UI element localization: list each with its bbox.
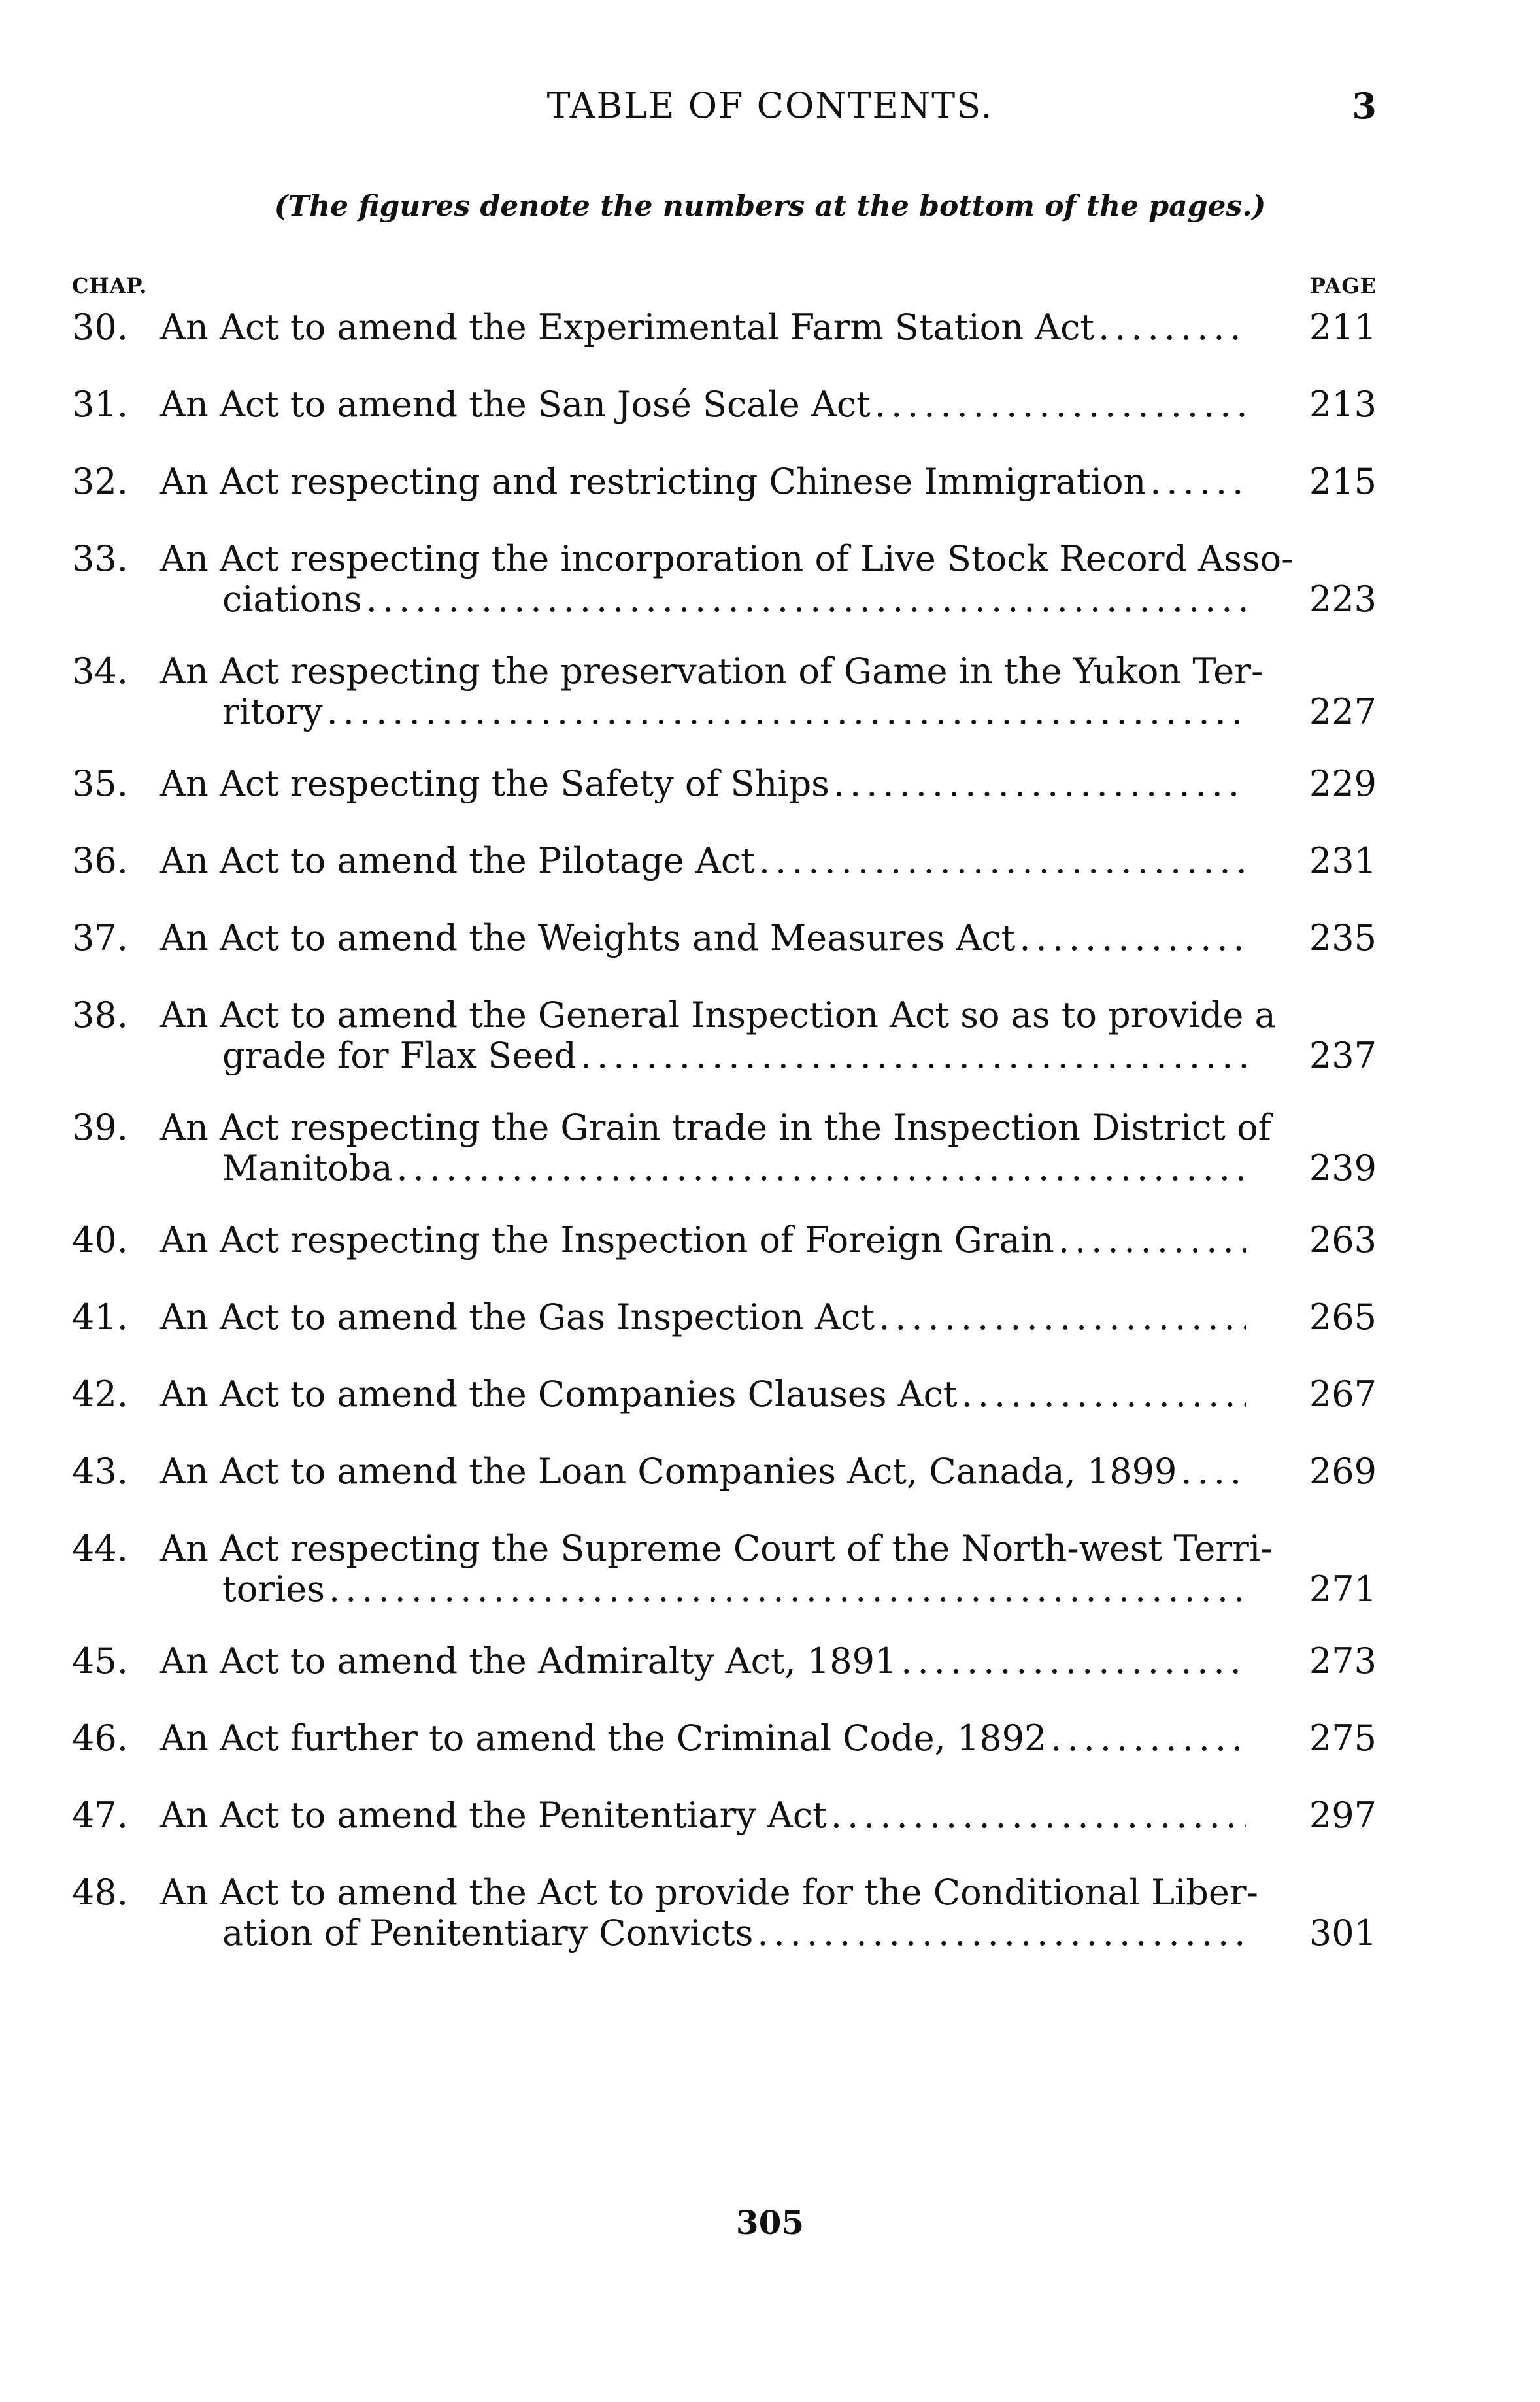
chapter-number: 46. xyxy=(72,1717,128,1759)
entry-page-number: 223 xyxy=(1309,579,1377,620)
page-column-header: PAGE xyxy=(1309,273,1377,298)
chapter-number: 40. xyxy=(72,1219,128,1260)
toc-entry xyxy=(72,1641,1377,1682)
toc-entry xyxy=(72,1718,1377,1759)
toc-entry xyxy=(72,539,1377,620)
entry-title: An Act respecting the Inspection of Foreign Grain xyxy=(160,1219,1054,1260)
entry-page-number: 239 xyxy=(1309,1147,1377,1189)
toc-entry xyxy=(72,1451,1377,1492)
entry-page-number: 265 xyxy=(1309,1296,1377,1338)
entry-page-number: 301 xyxy=(1309,1912,1377,1954)
chapter-number: 41. xyxy=(72,1296,128,1338)
chapter-number: 42. xyxy=(72,1374,128,1415)
toc-entry xyxy=(72,1374,1377,1415)
entry-page-number: 229 xyxy=(1309,763,1377,804)
entry-title: An Act to amend the Experimental Farm Station Act xyxy=(160,307,1095,348)
entry-page-number: 235 xyxy=(1309,917,1377,958)
page-subtitle: (The figures denote the numbers at the bottom of the pages.) xyxy=(274,190,1266,223)
footer-page-number: 305 xyxy=(735,2203,805,2242)
toc-entry xyxy=(72,384,1377,425)
entry-title-last-line: tories xyxy=(222,1568,325,1610)
entry-title: An Act respecting the Safety of Ships xyxy=(160,763,829,804)
dot-leader xyxy=(323,692,1246,732)
dot-leader xyxy=(755,841,1246,881)
entry-title-first-line: An Act respecting the Grain trade in the Inspection District of xyxy=(160,1107,1271,1148)
entry-page-number: 267 xyxy=(1309,1374,1377,1415)
toc-entry xyxy=(72,918,1377,958)
entry-page-number: 231 xyxy=(1309,840,1377,881)
entry-title: An Act to amend the Weights and Measures Act xyxy=(160,917,1016,958)
dot-leader xyxy=(1177,1451,1246,1492)
chapter-number: 30. xyxy=(72,307,128,348)
dot-leader xyxy=(1146,462,1246,502)
dot-leader xyxy=(362,579,1246,620)
entry-title: An Act to amend the Penitentiary Act xyxy=(160,1795,827,1836)
dot-leader xyxy=(325,1569,1246,1610)
toc-entry xyxy=(72,764,1377,804)
dot-leader xyxy=(1046,1718,1246,1759)
toc-entry xyxy=(72,995,1377,1076)
entry-title-first-line: An Act respecting the preservation of Game in the Yukon Ter- xyxy=(160,651,1264,692)
entry-title: An Act to amend the Companies Clauses Act xyxy=(160,1374,958,1415)
dot-leader xyxy=(829,764,1246,804)
table-of-contents xyxy=(72,307,1377,1985)
entry-page-number: 215 xyxy=(1309,461,1377,502)
entry-title: An Act to amend the Loan Companies Act, Canada, 1899 xyxy=(160,1451,1177,1492)
dot-leader xyxy=(958,1374,1246,1415)
entry-title: An Act to amend the Admiralty Act, 1891 xyxy=(160,1640,897,1682)
dot-leader xyxy=(827,1795,1246,1836)
dot-leader xyxy=(1054,1220,1246,1260)
chapter-number: 39. xyxy=(72,1107,128,1148)
entry-page-number: 275 xyxy=(1309,1717,1377,1759)
chapter-column-header: CHAP. xyxy=(72,273,148,298)
chapter-number: 31. xyxy=(72,384,128,425)
chapter-number: 34. xyxy=(72,651,128,692)
entry-title: An Act to amend the Gas Inspection Act xyxy=(160,1296,875,1338)
dot-leader xyxy=(1094,307,1246,348)
entry-page-number: 271 xyxy=(1309,1568,1377,1610)
entry-page-number: 297 xyxy=(1309,1795,1377,1836)
entry-title-last-line: ation of Penitentiary Convicts xyxy=(222,1912,754,1954)
entry-page-number: 227 xyxy=(1309,691,1377,732)
chapter-number: 44. xyxy=(72,1528,128,1569)
entry-page-number: 269 xyxy=(1309,1451,1377,1492)
header-page-number: 3 xyxy=(1352,85,1377,127)
dot-leader xyxy=(753,1913,1246,1954)
toc-entry xyxy=(72,1297,1377,1338)
dot-leader xyxy=(875,1297,1246,1338)
toc-entry xyxy=(72,651,1377,732)
toc-entry xyxy=(72,1108,1377,1189)
entry-page-number: 213 xyxy=(1309,384,1377,425)
entry-page-number: 263 xyxy=(1309,1219,1377,1260)
chapter-number: 48. xyxy=(72,1872,128,1913)
dot-leader xyxy=(577,1036,1246,1076)
entry-title-first-line: An Act respecting the incorporation of Live Stock Record Asso- xyxy=(160,538,1294,579)
toc-entry xyxy=(72,1795,1377,1836)
entry-page-number: 237 xyxy=(1309,1035,1377,1076)
dot-leader xyxy=(1015,918,1246,958)
entry-title-last-line: ritory xyxy=(222,691,323,732)
entry-page-number: 273 xyxy=(1309,1640,1377,1682)
chapter-number: 37. xyxy=(72,917,128,958)
toc-entry xyxy=(72,462,1377,502)
dot-leader xyxy=(393,1148,1246,1189)
entry-title-last-line: ciations xyxy=(222,579,362,620)
toc-entry xyxy=(72,307,1377,348)
page-title: TABLE OF CONTENTS. xyxy=(546,85,994,126)
entry-title-last-line: Manitoba xyxy=(222,1147,393,1189)
toc-entry xyxy=(72,1529,1377,1610)
entry-page-number: 211 xyxy=(1309,307,1377,348)
entry-title-first-line: An Act to amend the General Inspection Act so as to provide a xyxy=(160,994,1276,1036)
entry-title-last-line: grade for Flax Seed xyxy=(222,1035,577,1076)
chapter-number: 36. xyxy=(72,840,128,881)
chapter-number: 47. xyxy=(72,1795,128,1836)
toc-entry xyxy=(72,1872,1377,1954)
chapter-number: 35. xyxy=(72,763,128,804)
chapter-number: 33. xyxy=(72,538,128,579)
dot-leader xyxy=(871,384,1246,425)
chapter-number: 32. xyxy=(72,461,128,502)
entry-title: An Act further to amend the Criminal Code, 1892 xyxy=(160,1717,1047,1759)
entry-title-first-line: An Act to amend the Act to provide for the Conditional Liber- xyxy=(160,1872,1258,1913)
chapter-number: 38. xyxy=(72,994,128,1036)
entry-title: An Act to amend the San José Scale Act xyxy=(160,384,871,425)
entry-title: An Act respecting and restricting Chinese Immigration xyxy=(160,461,1147,502)
chapter-number: 45. xyxy=(72,1640,128,1682)
toc-entry xyxy=(72,1220,1377,1260)
dot-leader xyxy=(897,1641,1246,1682)
entry-title-first-line: An Act respecting the Supreme Court of the North-west Terri- xyxy=(160,1528,1273,1569)
toc-entry xyxy=(72,841,1377,881)
entry-title: An Act to amend the Pilotage Act xyxy=(160,840,755,881)
chapter-number: 43. xyxy=(72,1451,128,1492)
